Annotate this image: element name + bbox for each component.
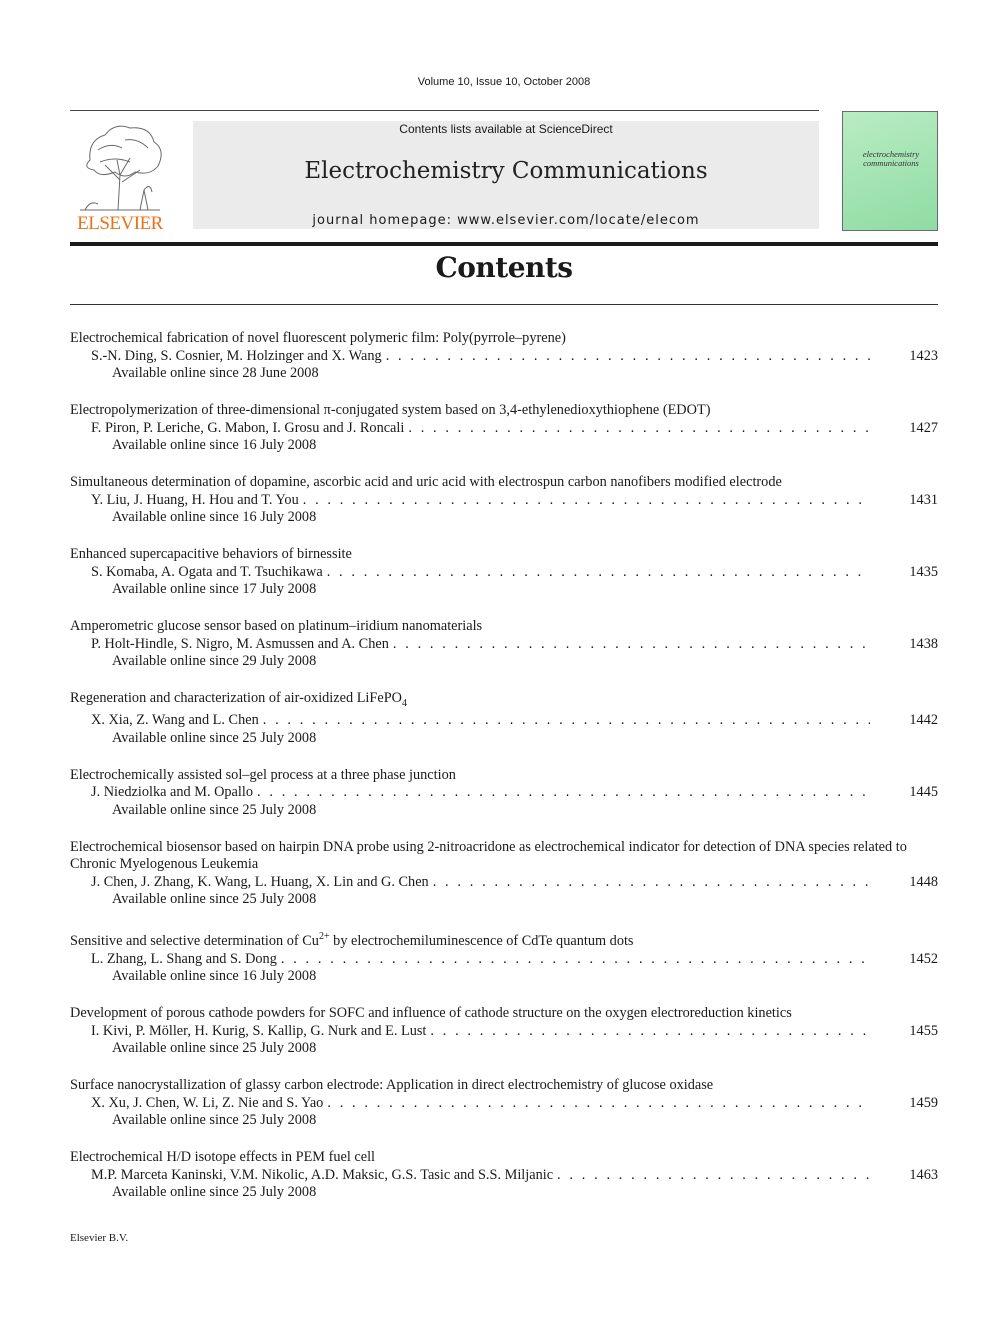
article-title-link[interactable]: Enhanced supercapacitive behaviors of birnessite bbox=[70, 546, 352, 562]
article-title-link[interactable]: Electropolymerization of three-dimensional π-conjugated system based on 3,4-ethylenedioxythiophene (EDOT) bbox=[70, 402, 711, 418]
thick-rule bbox=[70, 242, 938, 246]
journal-title: Electrochemistry Communications bbox=[304, 158, 708, 184]
article-title-link[interactable]: Amperometric glucose sensor based on platinum–iridium nanomaterials bbox=[70, 618, 483, 634]
online-date: Available online since 25 July 2008 bbox=[112, 801, 317, 818]
article-title-link[interactable]: Electrochemical fabrication of novel fluorescent polymeric film: Poly(pyrrole–pyrene) bbox=[70, 330, 566, 346]
online-date: Available online since 25 July 2008 bbox=[112, 891, 317, 908]
leader-dots bbox=[386, 348, 870, 366]
article-authors: S. Komaba, A. Ogata and T. Tsuchikawa bbox=[91, 563, 323, 580]
article-authors: Y. Liu, J. Huang, H. Hou and T. You bbox=[91, 491, 299, 508]
footer-publisher: Elsevier B.V. bbox=[70, 1232, 129, 1244]
article-title-link[interactable]: Electrochemical H/D isotope effects in PEM fuel cell bbox=[70, 1149, 376, 1166]
page-number[interactable]: 1445 bbox=[909, 784, 938, 801]
author-line bbox=[70, 636, 938, 654]
author-line bbox=[70, 420, 938, 438]
contents-entry bbox=[70, 928, 938, 985]
author-line bbox=[70, 712, 938, 730]
page-number[interactable]: 1423 bbox=[909, 347, 938, 364]
online-date: Available online since 16 July 2008 bbox=[112, 437, 317, 453]
leader-dots bbox=[327, 1095, 870, 1113]
leader-dots bbox=[257, 784, 870, 802]
online-date: Available online since 16 July 2008 bbox=[112, 968, 317, 985]
volume-info: Volume 10, Issue 10, October 2008 bbox=[417, 76, 591, 88]
online-date: Available online since 28 June 2008 bbox=[112, 365, 319, 381]
page-number[interactable]: 1459 bbox=[909, 1094, 938, 1111]
contents-entry bbox=[70, 402, 938, 455]
leader-dots bbox=[327, 564, 870, 582]
page-number[interactable]: 1442 bbox=[909, 712, 938, 729]
article-authors: F. Piron, P. Leriche, G. Mabon, I. Grosu and J. Roncali bbox=[91, 419, 405, 436]
article-authors: J. Niedziolka and M. Opallo bbox=[91, 784, 253, 801]
author-line bbox=[70, 564, 938, 582]
article-title-link[interactable]: Electrochemical biosensor based on hairpin DNA probe using 2-nitroacridone as electrochemical indicator for detection of DNA species related to Chronic Myelogenous Leukemia bbox=[70, 838, 907, 873]
page-number[interactable]: 1427 bbox=[909, 419, 938, 436]
author-line bbox=[70, 951, 938, 969]
author-line bbox=[70, 784, 938, 802]
author-line bbox=[70, 492, 938, 510]
page-number[interactable]: 1452 bbox=[909, 950, 938, 967]
author-line bbox=[70, 1167, 938, 1185]
cover-title: electrochemistry communications bbox=[862, 149, 920, 168]
page-number[interactable]: 1463 bbox=[909, 1166, 938, 1183]
article-title-link[interactable]: Sensitive and selective determination of $Cu^{2+}$ by electrochemiluminescence of CdTe quantum dots bbox=[70, 931, 634, 950]
page-title: Contents bbox=[435, 251, 573, 284]
article-authors: J. Chen, J. Zhang, K. Wang, L. Huang, X. Lin and G. Chen bbox=[91, 873, 429, 890]
leader-dots bbox=[430, 1023, 870, 1041]
sciencedirect-link[interactable]: Contents lists available at ScienceDirect bbox=[399, 122, 613, 136]
leader-dots bbox=[303, 492, 870, 510]
journal-cover-image bbox=[842, 111, 938, 231]
leader-dots bbox=[393, 636, 870, 654]
article-authors: L. Zhang, L. Shang and S. Dong bbox=[91, 950, 277, 967]
online-date: Available online since 25 July 2008 bbox=[112, 1040, 317, 1057]
article-authors: X. Xu, J. Chen, W. Li, Z. Nie and S. Yao bbox=[91, 1094, 324, 1111]
contents-entry bbox=[70, 839, 938, 909]
article-authors: X. Xia, Z. Wang and L. Chen bbox=[91, 712, 259, 729]
article-title-link[interactable]: Regeneration and characterization of air-oxidized LiFePO$_4$ bbox=[70, 690, 407, 709]
article-title-link[interactable]: Electrochemically assisted sol–gel process at a three phase junction bbox=[70, 766, 456, 783]
contents-entry bbox=[70, 330, 938, 383]
leader-dots bbox=[557, 1167, 870, 1185]
article-authors: P. Holt-Hindle, S. Nigro, M. Asmussen and A. Chen bbox=[91, 635, 389, 652]
publisher-logo-text: ELSEVIER bbox=[77, 213, 163, 234]
author-line bbox=[70, 1023, 938, 1041]
journal-homepage-link[interactable]: journal homepage: www.elsevier.com/locate/elecom bbox=[312, 213, 700, 228]
contents-entry bbox=[70, 618, 938, 671]
contents-entry bbox=[70, 474, 938, 527]
leader-dots bbox=[263, 712, 870, 730]
contents-entry bbox=[70, 690, 938, 747]
page-number[interactable]: 1448 bbox=[909, 873, 938, 890]
page-number[interactable]: 1431 bbox=[909, 491, 938, 508]
article-authors: M.P. Marceta Kaninski, V.M. Nikolic, A.D. Maksic, G.S. Tasic and S.S. Miljanic bbox=[91, 1166, 554, 1183]
contents-entry bbox=[70, 546, 938, 599]
author-line bbox=[70, 348, 938, 366]
journal-banner bbox=[193, 121, 819, 229]
article-authors: I. Kivi, P. Möller, H. Kurig, S. Kallip, G. Nurk and E. Lust bbox=[91, 1022, 427, 1039]
online-date: Available online since 25 July 2008 bbox=[112, 1184, 317, 1201]
article-title-link[interactable]: Development of porous cathode powders for SOFC and influence of cathode structure on the oxygen electroreduction kinetics bbox=[70, 1005, 792, 1022]
leader-dots bbox=[433, 874, 870, 892]
article-title-link[interactable]: Surface nanocrystallization of glassy carbon electrode: Application in direct electrochemistry of glucose oxidase bbox=[70, 1077, 714, 1094]
page-number[interactable]: 1435 bbox=[909, 563, 938, 580]
contents-entry bbox=[70, 767, 938, 820]
author-line bbox=[70, 874, 938, 892]
author-line bbox=[70, 1095, 938, 1113]
online-date: Available online since 25 July 2008 bbox=[112, 729, 317, 746]
article-authors: S.-N. Ding, S. Cosnier, M. Holzinger and X. Wang bbox=[91, 347, 382, 364]
contents-entry bbox=[70, 1005, 938, 1058]
page-number[interactable]: 1455 bbox=[909, 1022, 938, 1039]
contents-entry bbox=[70, 1149, 938, 1202]
contents-entry bbox=[70, 1077, 938, 1130]
online-date: Available online since 29 July 2008 bbox=[112, 653, 317, 669]
article-title-link[interactable]: Simultaneous determination of dopamine, ascorbic acid and uric acid with electrospun carbon nanofibers modified electrode bbox=[70, 474, 782, 490]
leader-dots bbox=[281, 951, 870, 969]
online-date: Available online since 16 July 2008 bbox=[112, 509, 317, 525]
online-date: Available online since 17 July 2008 bbox=[112, 581, 317, 597]
online-date: Available online since 25 July 2008 bbox=[112, 1112, 317, 1129]
page-number[interactable]: 1438 bbox=[909, 635, 938, 652]
contents-list bbox=[70, 330, 938, 1221]
leader-dots bbox=[408, 420, 870, 438]
thin-rule bbox=[70, 304, 938, 305]
header-rule bbox=[70, 110, 819, 111]
